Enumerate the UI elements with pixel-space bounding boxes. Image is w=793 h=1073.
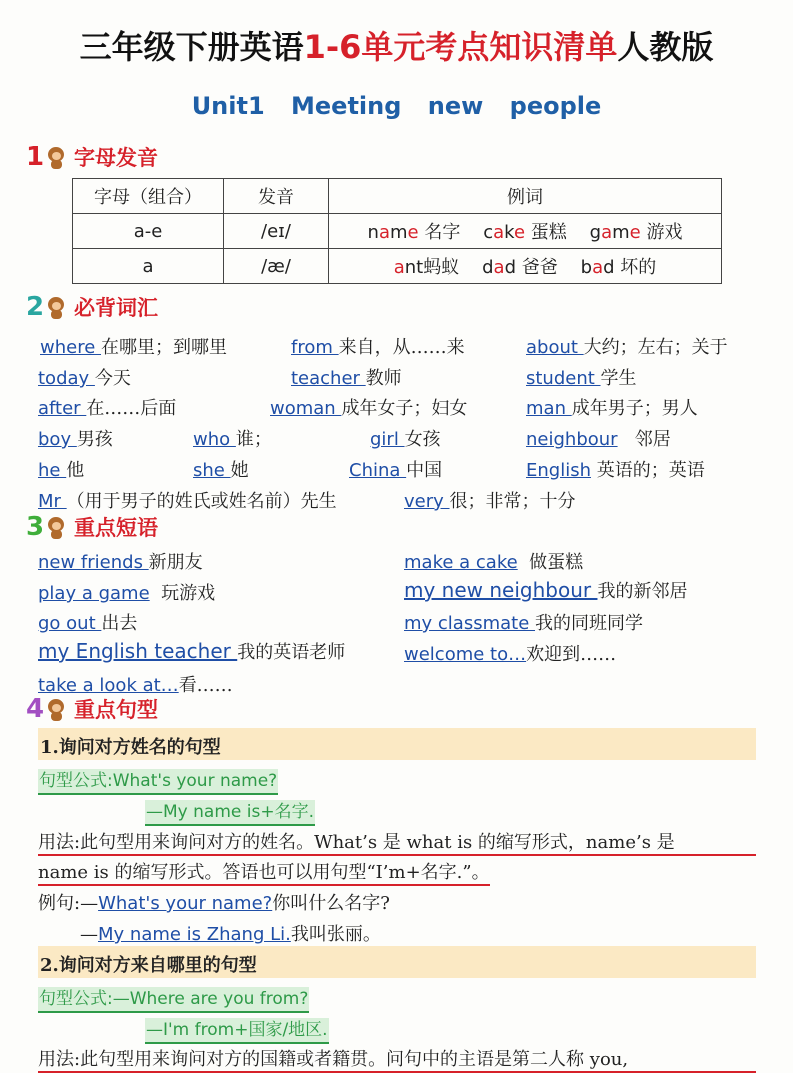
section-label: 必背词汇: [74, 296, 158, 320]
vocab-item: girl 女孩: [370, 429, 441, 450]
section-1-header: [26, 142, 158, 172]
phrase-item: new friends 新朋友: [38, 552, 203, 573]
table-cell-sound: /æ/: [224, 249, 329, 284]
table-cell-letters: a-e: [73, 214, 224, 249]
pattern-formula-question: 句型公式:What's your name?: [38, 766, 278, 791]
monkey-icon: [46, 697, 68, 721]
vocab-item: she 她: [193, 460, 249, 481]
section-number: 1: [26, 142, 45, 172]
pattern-formula-question: 句型公式:—Where are you from?: [38, 984, 309, 1009]
phrase-item: make a cake 做蛋糕: [404, 552, 584, 573]
phrase-item: go out 出去: [38, 613, 138, 634]
vocab-item: today 今天: [38, 368, 131, 389]
section-number: 4: [26, 694, 45, 724]
monkey-icon: [46, 515, 68, 539]
section-4-header: [26, 694, 158, 724]
vocab-item: Mr （用于男子的姓氏或姓名前）先生: [38, 491, 337, 512]
table-header: 发音: [224, 179, 329, 214]
pattern-example-answer: —My name is Zhang Li.我叫张丽。: [80, 924, 381, 945]
table-row: [73, 214, 722, 249]
vocab-item: from 来自，从……来: [291, 337, 465, 358]
vocab-item: he 他: [38, 460, 85, 481]
table-cell-sound: /eɪ/: [224, 214, 329, 249]
vocab-item: man 成年男子；男人: [526, 398, 698, 419]
table-row: [73, 249, 722, 284]
pattern-usage-line: 用法:此句型用来询问对方的国籍或者籍贯。问句中的主语是第二人称 you,: [38, 1045, 756, 1073]
vocab-item: about 大约；左右；关于: [526, 337, 728, 358]
table-cell-examples: ant蚂蚁 dad 爸爸 bad 坏的: [329, 249, 722, 284]
pattern-heading: 2.询问对方来自哪里的句型: [40, 955, 257, 976]
section-label: 重点句型: [74, 698, 158, 722]
section-label: 字母发音: [74, 146, 158, 170]
phrase-item: my English teacher 我的英语老师: [38, 639, 346, 663]
pattern-usage-line: 用法:此句型用来询问对方的姓名。What’s 是 what is 的缩写形式，name’s 是: [38, 828, 756, 856]
monkey-icon: [46, 295, 68, 319]
letter-sound-table: [72, 178, 722, 284]
phrase-item: welcome to…欢迎到……: [404, 644, 617, 665]
section-number: 3: [26, 512, 45, 542]
vocab-item: student 学生: [526, 368, 637, 389]
section-label: 重点短语: [74, 516, 158, 540]
unit-heading: Unit1 Meeting new people: [191, 92, 602, 120]
pattern-heading-band: [38, 728, 756, 760]
phrase-item: play a game 玩游戏: [38, 583, 216, 604]
phrase-item: my new neighbour 我的新邻居: [404, 578, 688, 602]
phrase-item: my classmate 我的同班同学: [404, 613, 644, 634]
pattern-heading-band: [38, 946, 756, 978]
vocab-item: neighbour 邻居: [526, 429, 671, 450]
table-cell-letters: a: [73, 249, 224, 284]
vocab-item: teacher 教师: [291, 368, 402, 389]
vocab-item: very 很；非常；十分: [404, 491, 576, 512]
pattern-heading: 1.询问对方姓名的句型: [40, 737, 221, 758]
vocab-item: where 在哪里；到哪里: [40, 337, 228, 358]
section-2-header: [26, 292, 158, 322]
vocab-item: English 英语的；英语: [526, 460, 705, 481]
vocab-item: who 谁；: [193, 429, 272, 450]
vocab-item: woman 成年女子；妇女: [270, 398, 468, 419]
vocab-item: boy 男孩: [38, 429, 113, 450]
section-number: 2: [26, 292, 45, 322]
page-title: [0, 22, 793, 68]
pattern-usage-line: name is 的缩写形式。答语也可以用句型“I’m+名字.”。: [38, 858, 490, 886]
table-header-row: [73, 179, 722, 214]
vocab-item: after 在……后面: [38, 398, 177, 419]
title-part-2: 1-6单元考点知识清单: [303, 28, 618, 66]
phrase-item: take a look at…看……: [38, 675, 233, 696]
pattern-formula-answer: —My name is+名字.: [145, 797, 315, 822]
title-part-3: 人教版: [617, 28, 714, 66]
section-3-header: [26, 512, 158, 542]
monkey-icon: [46, 145, 68, 169]
pattern-example-question: 例句:—What's your name?你叫什么名字?: [38, 893, 390, 914]
table-cell-examples: name 名字 cake 蛋糕 game 游戏: [329, 214, 722, 249]
table-header: 例词: [329, 179, 722, 214]
pattern-formula-answer: —I'm from+国家/地区.: [145, 1015, 329, 1040]
title-part-1: 三年级下册英语: [79, 28, 304, 66]
vocab-item: China 中国: [349, 460, 443, 481]
table-header: 字母（组合）: [73, 179, 224, 214]
